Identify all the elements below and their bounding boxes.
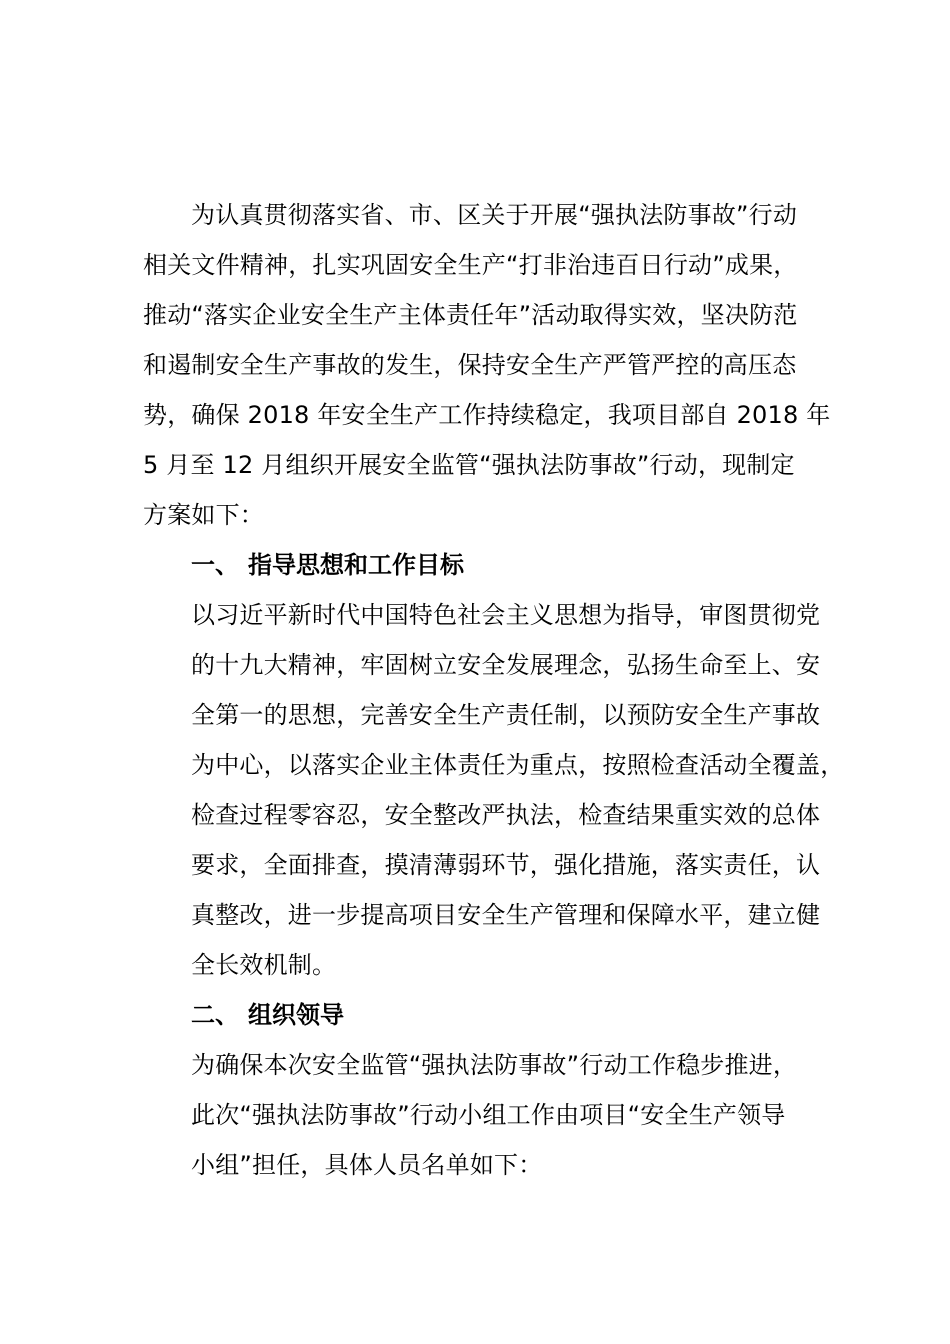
- section-heading-2: [191, 1000, 344, 1030]
- section-number: 二、: [191, 1001, 239, 1029]
- section1-line: 的十九大精神，牢固树立安全发展理念，弘扬生命至上、安: [191, 651, 821, 679]
- section1-line: 为中心，以落实企业主体责任为重点，按照检查活动全覆盖，: [191, 751, 845, 779]
- intro-line: 和遏制安全生产事故的发生，保持安全生产严管严控的高压态: [143, 351, 797, 379]
- section1-line: 全第一的思想，完善安全生产责任制，以预防安全生产事故: [191, 701, 821, 729]
- section1-line: 真整改，进一步提高项目安全生产管理和保障水平，建立健: [191, 901, 821, 929]
- section-number: 一、: [191, 551, 239, 579]
- section1-line: 要求，全面排查，摸清薄弱环节，强化措施，落实责任，认: [191, 851, 821, 879]
- section-title: 指导思想和工作目标: [248, 551, 464, 579]
- intro-line: 为认真贯彻落实省、市、区关于开展“强执法防事故”行动: [191, 201, 798, 229]
- section2-line: 小组”担任，具体人员名单如下：: [191, 1151, 543, 1179]
- intro-line: 5 月至 12 月组织开展安全监管“强执法防事故”行动，现制定: [143, 451, 795, 479]
- section2-line: 此次“强执法防事故”行动小组工作由项目“安全生产领导: [191, 1101, 786, 1129]
- section-title: 组织领导: [248, 1001, 344, 1029]
- intro-line: 势，确保 2018 年安全生产工作持续稳定，我项目部自 2018 年: [143, 401, 831, 429]
- section-heading-1: [191, 550, 464, 580]
- intro-line: 推动“落实企业安全生产主体责任年”活动取得实效，坚决防范: [143, 301, 798, 329]
- section1-line: 检查过程零容忍，安全整改严执法，检查结果重实效的总体: [191, 801, 821, 829]
- section2-line: 为确保本次安全监管“强执法防事故”行动工作稳步推进，: [191, 1051, 798, 1079]
- section1-line: 全长效机制。: [191, 951, 337, 979]
- section1-line: 以习近平新时代中国特色社会主义思想为指导，审图贯彻党: [191, 601, 821, 629]
- intro-line: 方案如下：: [143, 501, 264, 529]
- intro-line: 相关文件精神，扎实巩固安全生产“打非治违百日行动”成果，: [143, 251, 798, 279]
